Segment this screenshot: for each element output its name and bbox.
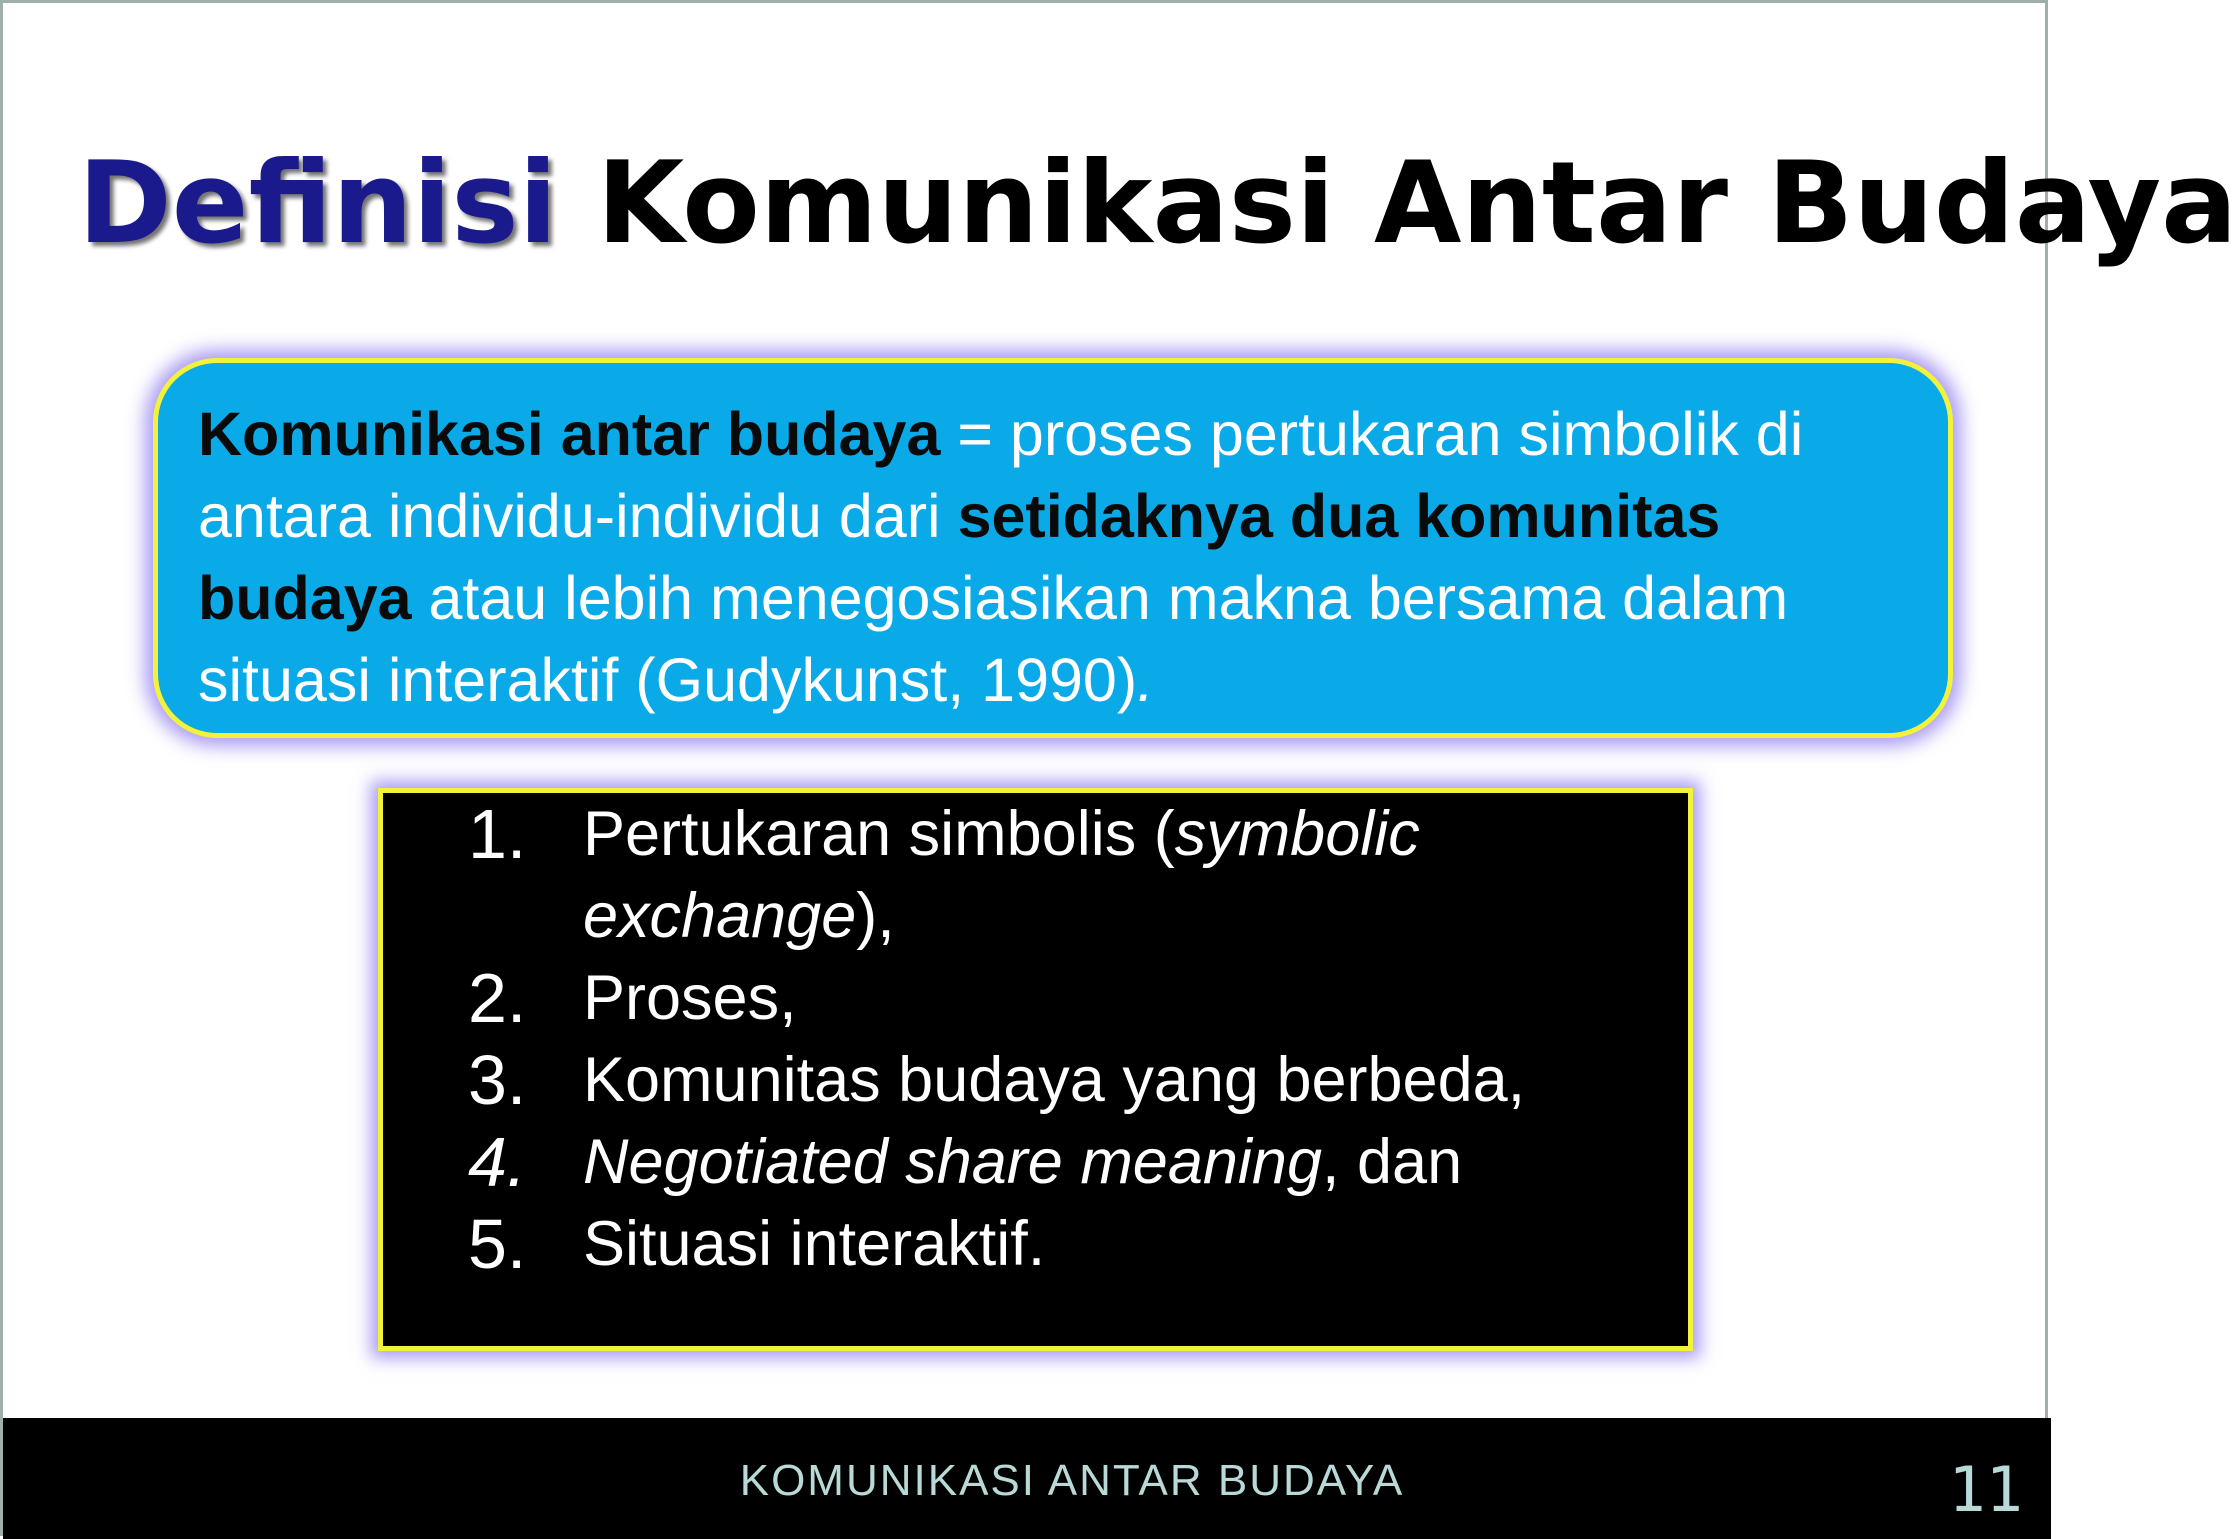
list-text-4-italic: Negotiated share meaning: [583, 1127, 1322, 1197]
definition-end: .: [1137, 646, 1155, 714]
list-number-2: 2.: [468, 959, 527, 1037]
definition-text-1: = proses pertukaran simbolik di antara individu-individu dari: [198, 400, 1804, 550]
slide-title: [78, 133, 2237, 273]
list-number-1: 1.: [468, 795, 527, 873]
page-number: 11: [1948, 1453, 2023, 1526]
list-text-3: Komunitas budaya yang berbeda,: [583, 1045, 1526, 1115]
definition-text-2: atau lebih menegosiasikan makna bersama dalam situasi interaktif (Gudykunst, 1990): [198, 564, 1789, 714]
element-list-box: [378, 788, 1693, 1351]
list-text-5: Situasi interaktif.: [583, 1209, 1046, 1279]
list-number-3: 3.: [468, 1041, 527, 1119]
title-accent-word: Definisi: [78, 137, 558, 269]
footer-bar: [3, 1418, 2051, 1539]
list-text-1-italic: symbolic exchange: [583, 799, 1420, 951]
list-text-4-post: , dan: [1322, 1127, 1463, 1197]
definition-term: Komunikasi antar budaya: [198, 400, 941, 468]
list-number-5: 5.: [468, 1205, 527, 1283]
list-number-4: 4.: [468, 1123, 527, 1201]
footer-title: KOMUNIKASI ANTAR BUDAYA: [739, 1456, 1405, 1505]
list-text-1: [583, 793, 1643, 957]
definition-box: [153, 358, 1953, 738]
list-text-1-pre: Pertukaran simbolis (: [583, 799, 1175, 869]
title-rest: Komunikasi Antar Budaya: [596, 137, 2237, 269]
definition-bold-phrase: setidaknya dua komunitas budaya: [198, 482, 1721, 632]
list-text-4: [583, 1121, 1643, 1203]
list-text-2: Proses,: [583, 963, 797, 1033]
list-text-1-post: ),: [856, 881, 895, 951]
